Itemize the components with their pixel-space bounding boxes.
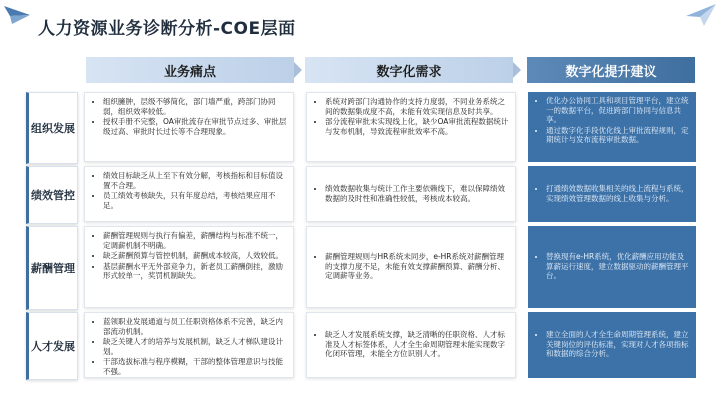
list-item: • 通过数字化手段优化线上审批流程规则，定期统计与发布流程审批数据。 <box>546 126 690 145</box>
suggestion-cell-org-dev <box>528 92 696 162</box>
list-item: • 打通绩效数据收集相关的线上流程与系统，实现绩效管理数据的线上收集与分析。 <box>546 184 690 203</box>
list-item: • 蓝领职业发展通道与员工任职资格体系不完善，缺乏内部流动机制。 <box>103 317 287 336</box>
list-item: • 缺乏人才发展系统支撑，缺乏清晰的任职资格、人才标准及人才标签体系，人才全生命周期管理未能实现数字化闭环管理，未能全方位识别人才。 <box>325 330 509 359</box>
paper-plane-icon <box>686 4 716 26</box>
list-item: • 基层薪酬水平无外部竞争力，新老员工薪酬倒挂，激励形式较单一，奖罚机制缺失。 <box>103 262 287 281</box>
pain-cell-org-dev <box>84 92 294 162</box>
paper-plane-icon <box>4 6 30 24</box>
pain-cell-compensation <box>84 226 294 308</box>
list-item: • 授权手册不完整，OA审批流存在审批节点过多、审批层级过高、审批时长过长等不合理现象。 <box>103 117 287 136</box>
list-item: • 优化办公协同工具和项目管理平台，建立统一的数据平台，促进跨部门协同与信息共享。 <box>546 96 690 125</box>
column-header-need: 数字化需求 <box>305 57 513 83</box>
list-item: • 员工绩效考核缺失，只有年度总结，考核结果应用不足。 <box>103 191 287 210</box>
pain-cell-talent <box>84 312 294 378</box>
list-item: • 薪酬管理规则与执行有偏差，薪酬结构与标准不统一，定调薪机制不明确。 <box>103 231 287 250</box>
list-item: • 建立全面的人才全生命周期管理系统，建立关键岗位的评估标准，实现对人才各项指标和数据的综合分析。 <box>546 330 690 359</box>
need-cell-compensation <box>306 226 516 308</box>
suggestion-cell-talent <box>528 312 696 378</box>
list-item: • 绩效目标缺乏从上至下有效分解，考核指标和目标值设置不合理。 <box>103 171 287 190</box>
list-item: • 替换现有e-HR系统，优化薪酬应用功能及算薪运行速度，建立数据驱动的薪酬管理平台。 <box>546 252 690 281</box>
need-cell-talent <box>306 312 516 378</box>
list-item: • 绩效数据收集与统计工作主要依赖线下，难以保障绩效数据的及时性和准确性较低，考核成本较高。 <box>325 184 509 203</box>
arrow-icon <box>513 62 521 78</box>
list-item: • 薪酬管理规则与HR系统未同步，e-HR系统对薪酬管理的支撑力度不足，未能有效支撑薪酬预算、薪酬分析、定调薪等业务。 <box>325 252 509 281</box>
row-label-talent: 人才发展 <box>26 312 78 380</box>
need-cell-performance <box>306 166 516 222</box>
pain-cell-performance <box>84 166 294 222</box>
column-header-pain: 业务痛点 <box>86 57 294 83</box>
page-title: 人力资源业务诊断分析-COE层面 <box>38 19 296 39</box>
need-cell-org-dev <box>306 92 516 162</box>
list-item: • 系统对跨部门沟通协作的支持力度弱，不同业务系统之间的数据集成度不高，未能有效实现信息及时共享。 <box>325 97 509 116</box>
list-item: • 缺乏关键人才的培养与发展机制，缺乏人才梯队建设计划。 <box>103 337 287 356</box>
suggestion-cell-compensation <box>528 226 696 308</box>
list-item: • 缺乏薪酬预算与管控机制，薪酬成本较高，人效较低。 <box>103 251 287 261</box>
row-label-compensation: 薪酬管理 <box>26 226 78 310</box>
column-header-suggestion: 数字化提升建议 <box>527 57 695 83</box>
row-label-performance: 绩效管控 <box>26 166 78 224</box>
list-item: • 部分流程审批未实现线上化，缺少OA审批流程数据统计与发布机制，导致流程审批效率不高。 <box>325 117 509 136</box>
arrow-icon <box>294 62 302 78</box>
suggestion-cell-performance <box>528 166 696 222</box>
list-item: • 干部选拔标准与程序模糊，干部的整体管理意识与技能不强。 <box>103 357 287 376</box>
row-label-org-dev: 组织发展 <box>26 92 78 164</box>
list-item: • 组织臃肿，层级不够简化，部门墙严重，跨部门协同弱，组织效率较低。 <box>103 97 287 116</box>
